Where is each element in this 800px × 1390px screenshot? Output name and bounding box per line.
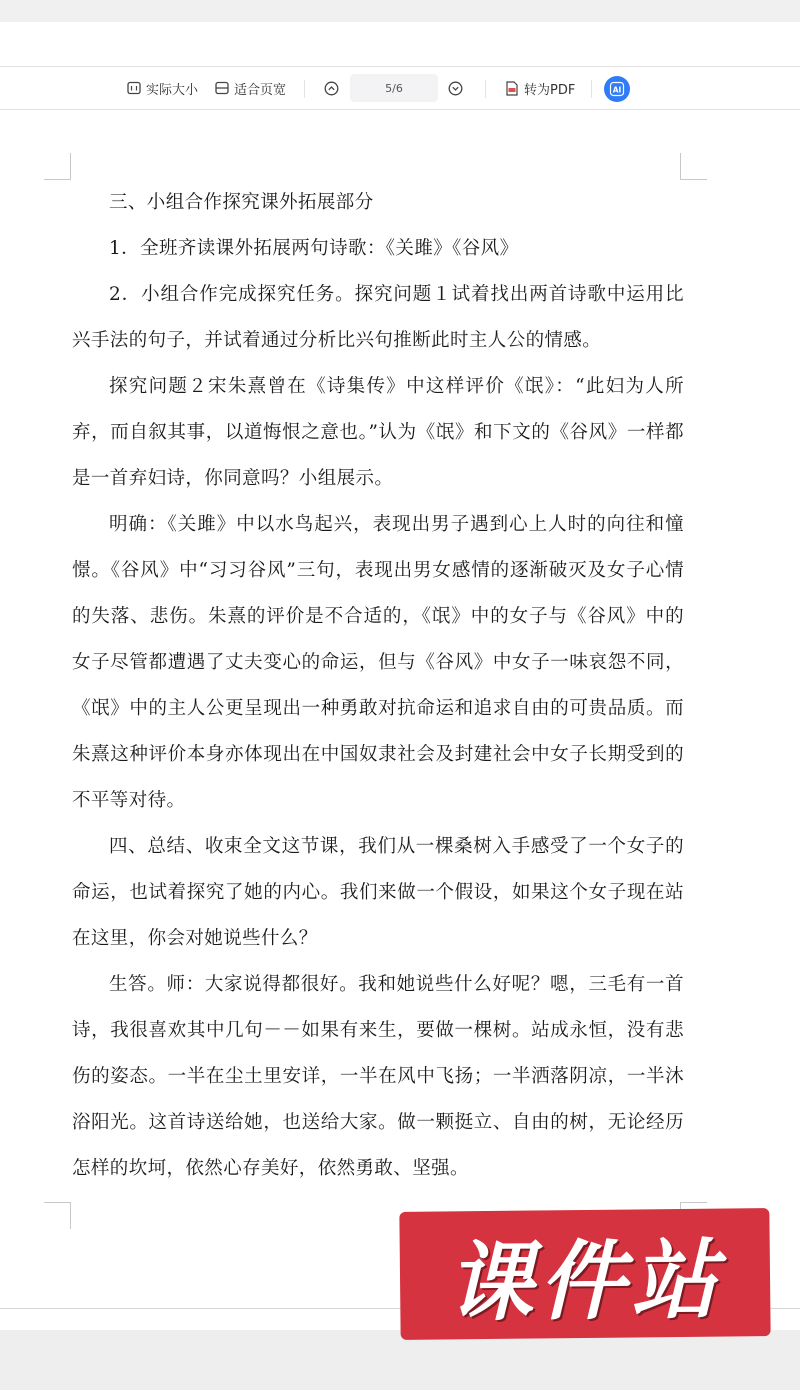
viewer-toolbar <box>0 66 800 110</box>
chevron-down-icon <box>448 81 463 96</box>
top-strip <box>0 0 800 22</box>
next-page-button[interactable] <box>448 67 463 109</box>
section-heading: 三、小组合作探究课外拓展部分 <box>109 192 374 213</box>
crop-mark-top-left <box>44 153 71 180</box>
crop-mark-bottom-left <box>44 1202 71 1229</box>
paragraph: 明确：《关雎》中以水鸟起兴，表现出男子遇到心上人时的向往和憧憬。《谷风》中“习习谷风”三句，表现出男女感情的逐渐破灭及女子心情的失落、悲伤。朱熹的评价是不合适的，《氓》中的女子与《谷风》中的女子尽管都遭遇了丈夫变心的命运，但与《谷风》中女子一味哀怨不同，《氓》中的主人公更呈现出一种勇敢对抗命运和追求自由的可贵品质。而朱熹这种评价本身亦体现出在中国奴隶社会及封建社会中女子长期受到的不平等对待。 <box>72 514 684 811</box>
fit-width-button[interactable] <box>215 67 286 109</box>
watermark-stamp <box>399 1208 770 1340</box>
actual-size-button[interactable] <box>127 67 198 109</box>
crop-mark-top-right <box>680 153 707 180</box>
paragraph: 2．小组合作完成探究任务。探究问题１试着找出两首诗歌中运用比兴手法的句子，并试着通过分析比兴句推断此时主人公的情感。 <box>72 284 684 351</box>
paragraph: 四、总结、收束全文这节课，我们从一棵桑树入手感受了一个女子的命运，也试着探究了她的内心。我们来做一个假设，如果这个女子现在站在这里，你会对她说些什么？ <box>72 836 684 949</box>
header-band <box>0 22 800 66</box>
toolbar-divider <box>591 80 592 98</box>
pdf-icon <box>505 81 519 96</box>
paragraph: 生答。师：大家说得都很好。我和她说些什么好呢？嗯，三毛有一首诗，我很喜欢其中几句－－如果有来生，要做一棵树。站成永恒，没有悲伤的姿态。一半在尘土里安详，一半在风中飞扬；一半洒落阴凉，一半沐浴阳光。这首诗送给她，也送给大家。做一颗挺立、自由的树，无论经历怎样的坎坷，依然心存美好，依然勇敢、坚强。 <box>72 974 684 1179</box>
convert-pdf-button[interactable] <box>505 67 575 109</box>
watermark-text: 课件站 <box>446 1230 724 1334</box>
toolbar-divider <box>485 80 486 98</box>
convert-pdf-label: 转为PDF <box>524 82 576 98</box>
ai-assistant-button[interactable] <box>604 76 630 102</box>
bottom-area <box>0 1330 800 1390</box>
fit-width-label: 适合页宽 <box>234 82 287 98</box>
actual-size-icon <box>127 81 141 95</box>
actual-size-label: 实际大小 <box>146 82 199 98</box>
page-indicator[interactable]: 5/6 <box>350 74 438 102</box>
paragraph: 1．全班齐读课外拓展两句诗歌：《关雎》《谷风》 <box>109 238 519 259</box>
chevron-up-icon <box>324 81 339 96</box>
ai-icon <box>609 81 625 97</box>
prev-page-button[interactable] <box>324 67 339 109</box>
paragraph: 探究问题２宋朱熹曾在《诗集传》中这样评价《氓》：“此妇为人所弃，而自叙其事，以道悔恨之意也。”认为《氓》和下文的《谷风》一样都是一首弃妇诗，你同意吗？小组展示。 <box>72 376 684 489</box>
fit-width-icon <box>215 81 229 95</box>
toolbar-divider <box>304 80 305 98</box>
document-body <box>72 180 684 1192</box>
ai-label: AI <box>612 85 622 95</box>
